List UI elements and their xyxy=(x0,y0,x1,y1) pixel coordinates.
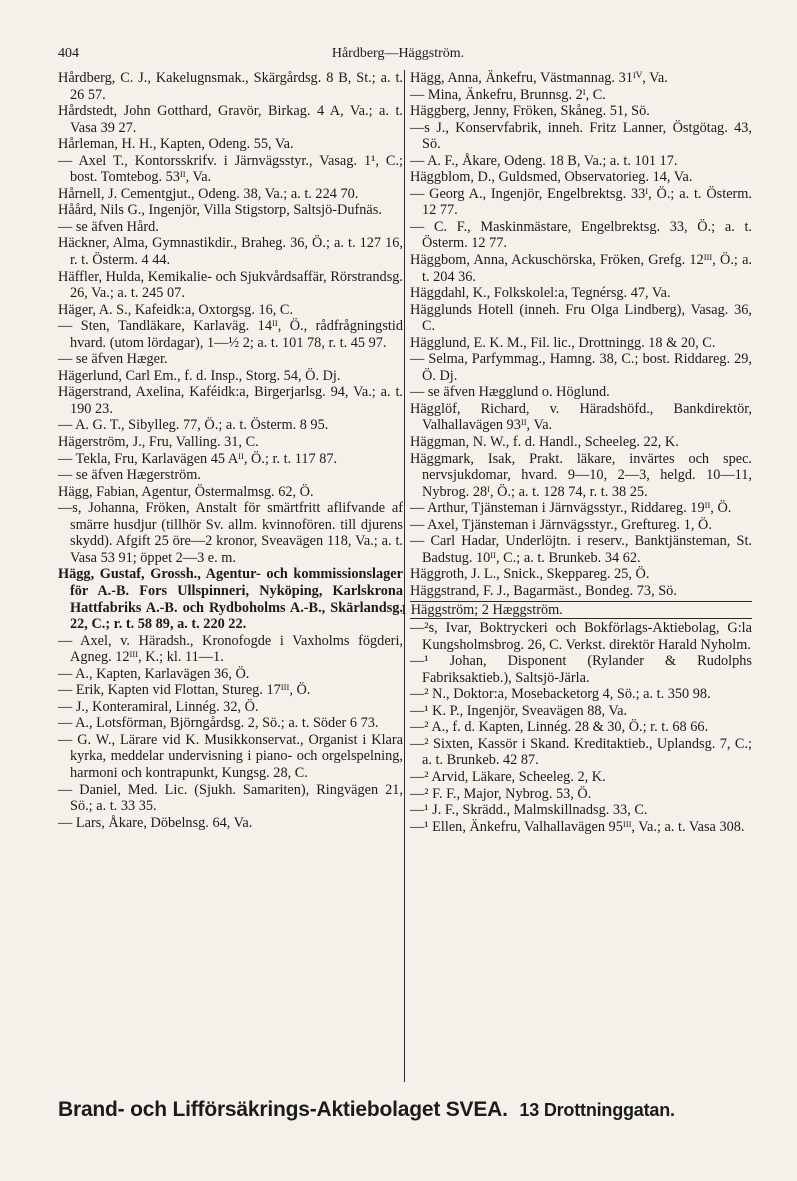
directory-entry: —² A., f. d. Kapten, Linnég. 28 & 30, Ö.; r. t. 68 66. xyxy=(410,719,709,736)
column-divider xyxy=(404,70,405,1082)
directory-entry: Håård, Nils G., Ingenjör, Villa Stigstorp, Saltsjö-Dufnäs. xyxy=(58,202,382,219)
directory-entry: Häggberg, Jenny, Fröken, Skåneg. 51, Sö. xyxy=(410,103,650,120)
directory-entry: Hägglunds Hotell (inneh. Fru Olga Lindberg), Vasag. 36, C. xyxy=(410,301,752,335)
directory-entry: Hägg, Gustaf, Grossh., Agentur- och kommissionslager för A.-B. Fors Ullspinneri, Nyköping, Karlskrona Hattfabriks A.-B. och Rydboholms A.-B., Skärlandsg. 22, C.; r. t. 58 89, a. t. 220 22. xyxy=(58,566,403,633)
directory-entry: Häger, A. S., Kafeidk:a, Oxtorgsg. 16, C. xyxy=(58,301,294,318)
directory-entry: — se äfven Hægglund o. Höglund. xyxy=(410,384,610,401)
directory-entry: — Carl Hadar, Underlöjtn. i reserv., Banktjänsteman, St. Badstug. 10ᴵᴵ, C.; a. t. Brunkeb. 34 62. xyxy=(410,533,752,566)
directory-entry: Häckner, Alma, Gymnastikdir., Braheg. 36, Ö.; a. t. 127 16, r. t. Österm. 4 44. xyxy=(58,235,403,269)
directory-entry: — A. G. T., Sibylleg. 77, Ö.; a. t. Österm. 8 95. xyxy=(58,417,329,434)
directory-entry: —s J., Konservfabrik, inneh. Fritz Lanner, Östgötag. 43, Sö. xyxy=(410,119,752,153)
directory-entry: Hårleman, H. H., Kapten, Odeng. 55, Va. xyxy=(58,136,294,153)
directory-entry: — J., Konteramiral, Linnég. 32, Ö. xyxy=(58,698,259,715)
directory-entry: — Erik, Kapten vid Flottan, Stureg. 17ᴵᴵᴵ, Ö. xyxy=(58,682,311,699)
directory-entry: — G. W., Lärare vid K. Musikkonservat., Organist i Klara kyrka, meddelar undervisning i piano- och orgelspelning, harmoni och kontrapunkt, Kungsg. 28, C. xyxy=(58,731,403,781)
left-column xyxy=(58,70,403,831)
directory-entry: — A. F., Åkare, Odeng. 18 B, Va.; a. t. 101 17. xyxy=(410,152,678,169)
directory-entry: Hägg, Anna, Änkefru, Västmannag. 31ᴵⱽ, Va. xyxy=(410,70,668,86)
directory-entry: —² F. F., Major, Nybrog. 53, Ö. xyxy=(410,785,592,802)
directory-entry: — Selma, Parfymmag., Hamng. 38, C.; bost. Riddareg. 29, Ö. Dj. xyxy=(410,351,752,384)
directory-entry: —¹ Ellen, Änkefru, Valhallavägen 95ᴵᴵᴵ, Va.; a. t. Vasa 308. xyxy=(410,818,745,835)
directory-entry: Häggmark, Isak, Prakt. läkare, invärtes och spec. nervsjukdomar, hvard. 9—10, 2—3, helgd. 10—11, Nybrog. 28ᴵ, Ö.; a. t. 128 74, r. t. 38 25. xyxy=(410,450,752,500)
running-title: Hårdberg—Häggström. xyxy=(331,46,465,61)
directory-entry: —¹ J. F., Skrädd., Malmskillnadsg. 33, C. xyxy=(410,802,648,819)
directory-entry: — se äfven Hægerström. xyxy=(58,467,201,484)
directory-entry: Häggman, N. W., f. d. Handl., Scheeleg. 22, K. xyxy=(410,434,679,451)
advertisement-text: Brand- och Lifförsäkrings-Aktiebolaget SVEA. xyxy=(58,1098,508,1121)
directory-entry: — Daniel, Med. Lic. (Sjukh. Samariten), Ringvägen 21, Sö.; a. t. 33 35. xyxy=(58,781,403,815)
directory-entry: —² Sixten, Kassör i Skand. Kreditaktieb., Uplandsg. 7, C.; a. t. Brunkeb. 42 87. xyxy=(410,735,752,769)
directory-entry: — Axel, Tjänsteman i Järnvägsstyr., Greftureg. 1, Ö. xyxy=(410,516,712,533)
directory-entry: 1 Häggström; 2 Hæggström. xyxy=(410,601,752,620)
directory-entry: —² Arvid, Läkare, Scheeleg. 2, K. xyxy=(410,768,606,785)
directory-entry: — Sten, Tandläkare, Karlaväg. 14ᴵᴵ, Ö., rådfrågningstid hvard. (utom lördagar), 1—½ 2; a. t. 101 78, r. t. 45 97. xyxy=(58,318,403,351)
directory-entry: — Mina, Änkefru, Brunnsg. 2ᴵ, C. xyxy=(410,86,606,103)
advertisement-banner xyxy=(58,1098,738,1122)
directory-entry: Hårdstedt, John Gotthard, Gravör, Birkag. 4 A, Va.; a. t. Vasa 39 27. xyxy=(58,103,403,136)
directory-entry: Hägglöf, Richard, v. Häradshöfd., Bankdirektör, Valhallavägen 93ᴵᴵ, Va. xyxy=(410,400,752,434)
directory-entry: — se äfven Hæger. xyxy=(58,351,168,368)
directory-entry: —¹ Johan, Disponent (Rylander & Rudolphs Fabriksaktieb.), Saltsjö-Järla. xyxy=(410,653,752,686)
directory-entry: —¹ K. P., Ingenjör, Sveavägen 88, Va. xyxy=(410,702,628,719)
directory-entry: — A., Kapten, Karlavägen 36, Ö. xyxy=(58,665,250,682)
directory-entry: — Tekla, Fru, Karlavägen 45 Aᴵᴵ, Ö.; r. t. 117 87. xyxy=(58,450,338,467)
page-header xyxy=(58,46,738,66)
directory-entry: Häffler, Hulda, Kemikalie- och Sjukvårdsaffär, Rörstrandsg. 26, Va.; a. t. 245 07. xyxy=(58,268,403,302)
directory-entry: Hägerlund, Carl Em., f. d. Insp., Storg. 54, Ö. Dj. xyxy=(58,367,341,384)
directory-entry: Häggblom, D., Guldsmed, Observatorieg. 14, Va. xyxy=(410,169,693,186)
directory-entry: Hägglund, E. K. M., Fil. lic., Drottningg. 18 & 20, C. xyxy=(410,334,716,351)
directory-entry: — Lars, Åkare, Döbelnsg. 64, Va. xyxy=(58,814,253,831)
directory-entry: —² N., Doktor:a, Mosebacketorg 4, Sö.; a. t. 350 98. xyxy=(410,686,711,703)
advertisement-address: 13 Drottninggatan. xyxy=(519,1100,675,1120)
directory-entry: Häggstrand, F. J., Bagarmäst., Bondeg. 73, Sö. xyxy=(410,582,677,599)
right-column xyxy=(400,70,752,835)
directory-entry: Häggbom, Anna, Ackuschörska, Fröken, Grefg. 12ᴵᴵᴵ, Ö.; a. t. 204 36. xyxy=(410,252,752,285)
directory-entry: Hägerstrand, Axelina, Kaféidk:a, Birgerjarlsg. 94, Va.; a. t. 190 23. xyxy=(58,384,403,417)
directory-entry: —²s, Ivar, Boktryckeri och Bokförlags-Aktiebolag, G:la Kungsholmsbrog. 26, C. Verkst. direktör Harald Nyholm. xyxy=(410,620,752,653)
directory-entry: — Axel, v. Häradsh., Kronofogde i Vaxholms fögderi, Agneg. 12ᴵᴵᴵ, K.; kl. 11—1. xyxy=(58,632,403,666)
directory-entry: — Georg A., Ingenjör, Engelbrektsg. 33ᴵ, Ö.; a. t. Österm. 12 77. xyxy=(410,185,752,219)
directory-entry: — Axel T., Kontorsskrifv. i Järnvägsstyr., Vasag. 1¹, C.; bost. Tomtebog. 53ᴵᴵ, Va. xyxy=(58,152,403,186)
directory-entry: Häggroth, J. L., Snick., Skeppareg. 25, Ö. xyxy=(410,566,650,583)
directory-entry: Häggdahl, K., Folkskolel:a, Tegnérsg. 47, Va. xyxy=(410,285,671,302)
directory-entry: Hägg, Fabian, Agentur, Östermalmsg. 62, Ö. xyxy=(58,483,314,500)
directory-entry: Hårdberg, C. J., Kakelugnsmak., Skärgårdsg. 8 B, St.; a. t. 26 57. xyxy=(58,70,403,103)
directory-entry: — C. F., Maskinmästare, Engelbrektsg. 33, Ö.; a. t. Österm. 12 77. xyxy=(410,218,752,252)
directory-entry: Hårnell, J. Cementgjut., Odeng. 38, Va.; a. t. 224 70. xyxy=(58,185,359,202)
directory-entry: Hägerström, J., Fru, Valling. 31, C. xyxy=(58,434,259,451)
directory-entry: — se äfven Hård. xyxy=(58,218,159,235)
directory-entry: — A., Lotsförman, Björngårdsg. 2, Sö.; a. t. Söder 6 73. xyxy=(58,715,379,732)
page-number: 404 xyxy=(58,46,79,61)
directory-entry: — Arthur, Tjänsteman i Järnvägsstyr., Riddareg. 19ᴵᴵ, Ö. xyxy=(410,500,732,517)
directory-entry: —s, Johanna, Fröken, Anstalt för smärtfritt aflifvande af smärre husdjur (tillhör Sv. allm. kvinnofören. till djurens skydd). Afgift 25 öre—2 kronor, Sveavägen 118, Va.; a. t. Vasa 53 91; öppet 2—3 e. m. xyxy=(58,500,403,566)
